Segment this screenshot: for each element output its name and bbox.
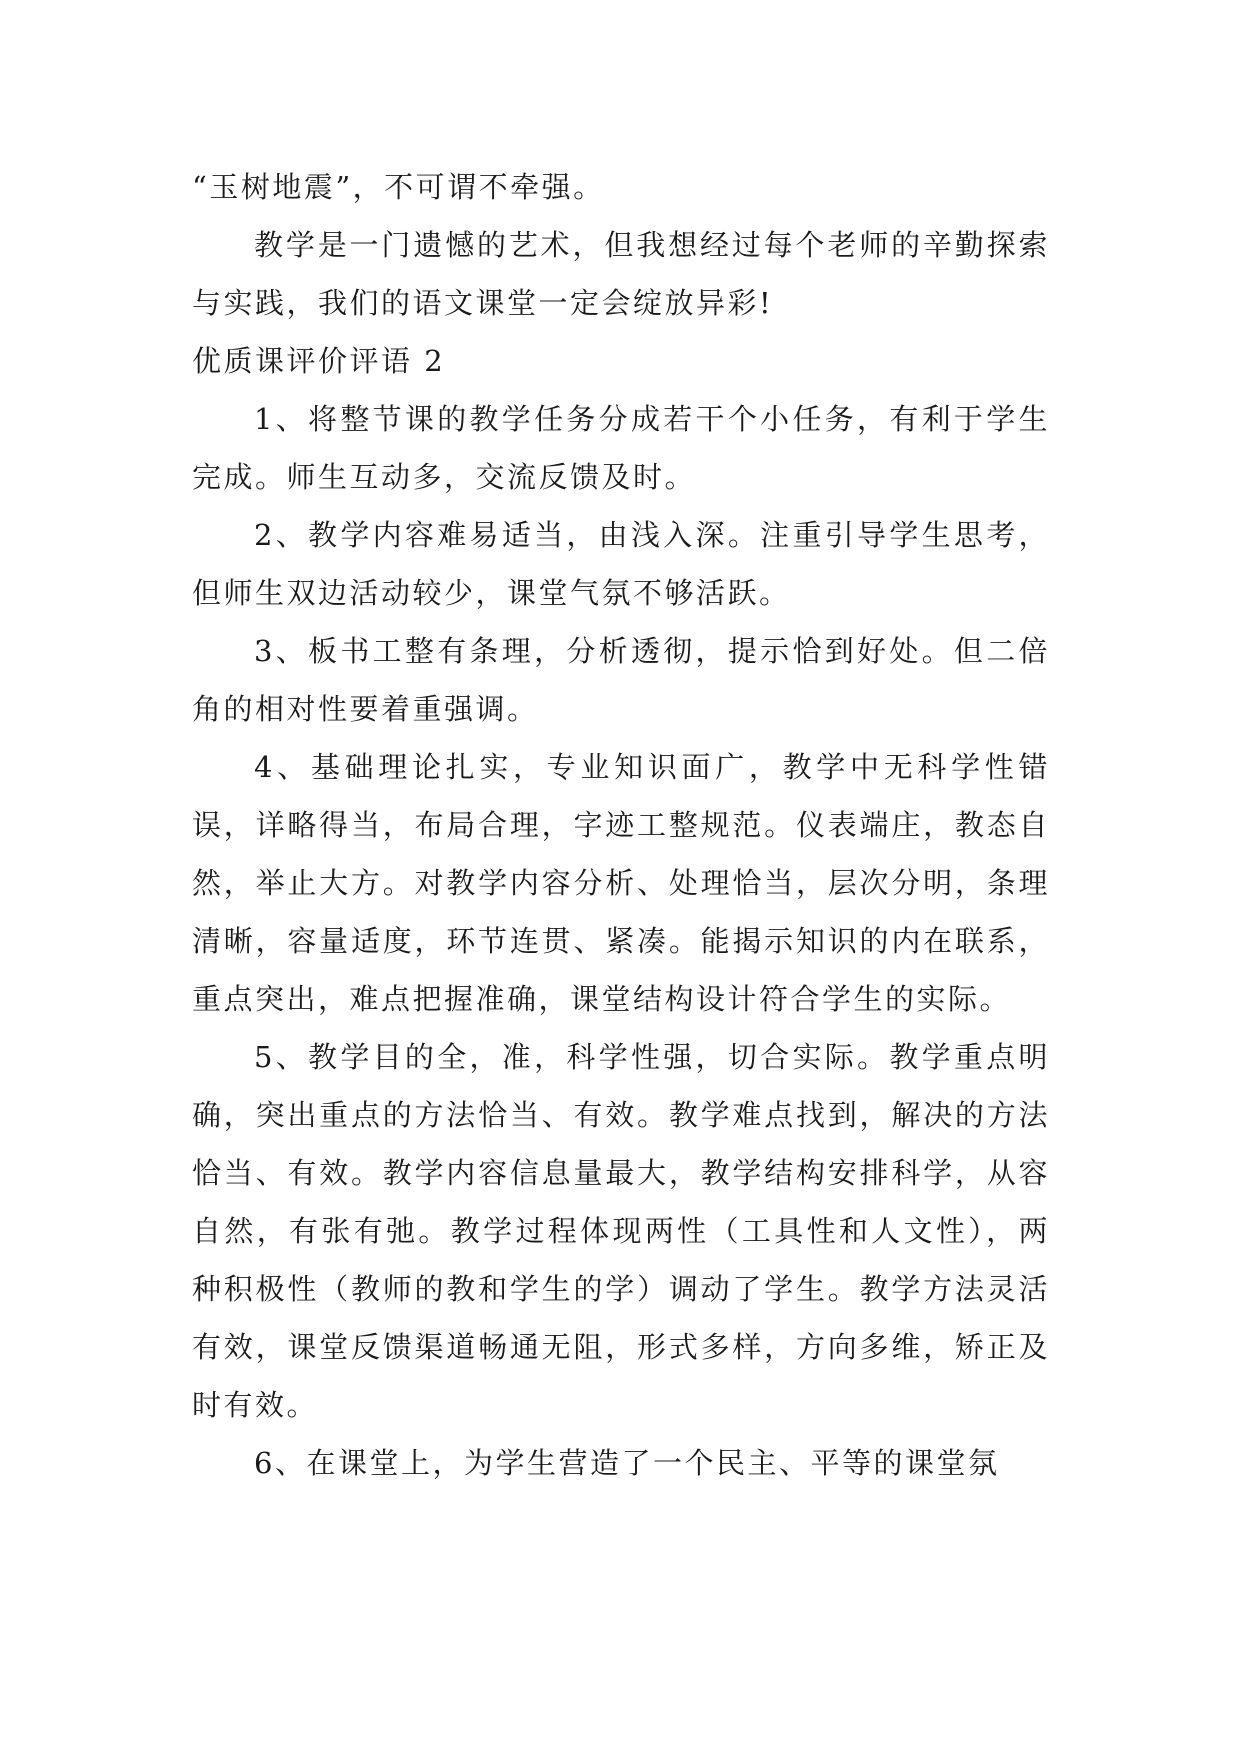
comment-item-6: 6、在课堂上，为学生营造了一个民主、平等的课堂氛 [254, 1446, 1000, 1480]
comment-item-5: 5、教学目的全，准，科学性强，切合实际。教学重点明确，突出重点的方法恰当、有效。教学难点找到，解决的方法恰当、有效。教学内容信息量最大，教学结构安排科学，从容自然，有张有弛。教学过程体现两性（工具性和人文性），两种积极性（教师的教和学生的学）调动了学生。教学方法灵活有效，课堂反馈渠道畅通无阻，形式多样，方向多维，矫正及时有效。 [192, 1040, 1050, 1422]
comment-item-3: 3、板书工整有条理，分析透彻，提示恰到好处。但二倍角的相对性要着重强调。 [192, 634, 1050, 726]
document-page [192, 158, 1050, 1492]
comment-item-4: 4、基础理论扎实，专业知识面广，教学中无科学性错误，详略得当，布局合理，字迹工整规范。仪表端庄，教态自然，举止大方。对教学内容分析、处理恰当，层次分明，条理清晰，容量适度，环节连贯、紧凑。能揭示知识的内在联系，重点突出，难点把握准确，课堂结构设计符合学生的实际。 [192, 750, 1050, 1016]
comment-item-2: 2、教学内容难易适当，由浅入深。注重引导学生思考，但师生双边活动较少，课堂气氛不够活跃。 [192, 518, 1050, 610]
comment-item-1: 1、将整节课的教学任务分成若干个小任务，有利于学生完成。师生互动多，交流反馈及时。 [192, 402, 1050, 494]
section-title: 优质课评价评语 2 [192, 344, 446, 378]
closing-paragraph: 教学是一门遗憾的艺术，但我想经过每个老师的辛勤探索与实践，我们的语文课堂一定会绽放异彩! [192, 228, 1050, 320]
intro-tail-paragraph: “玉树地震”，不可谓不牵强。 [192, 170, 605, 204]
